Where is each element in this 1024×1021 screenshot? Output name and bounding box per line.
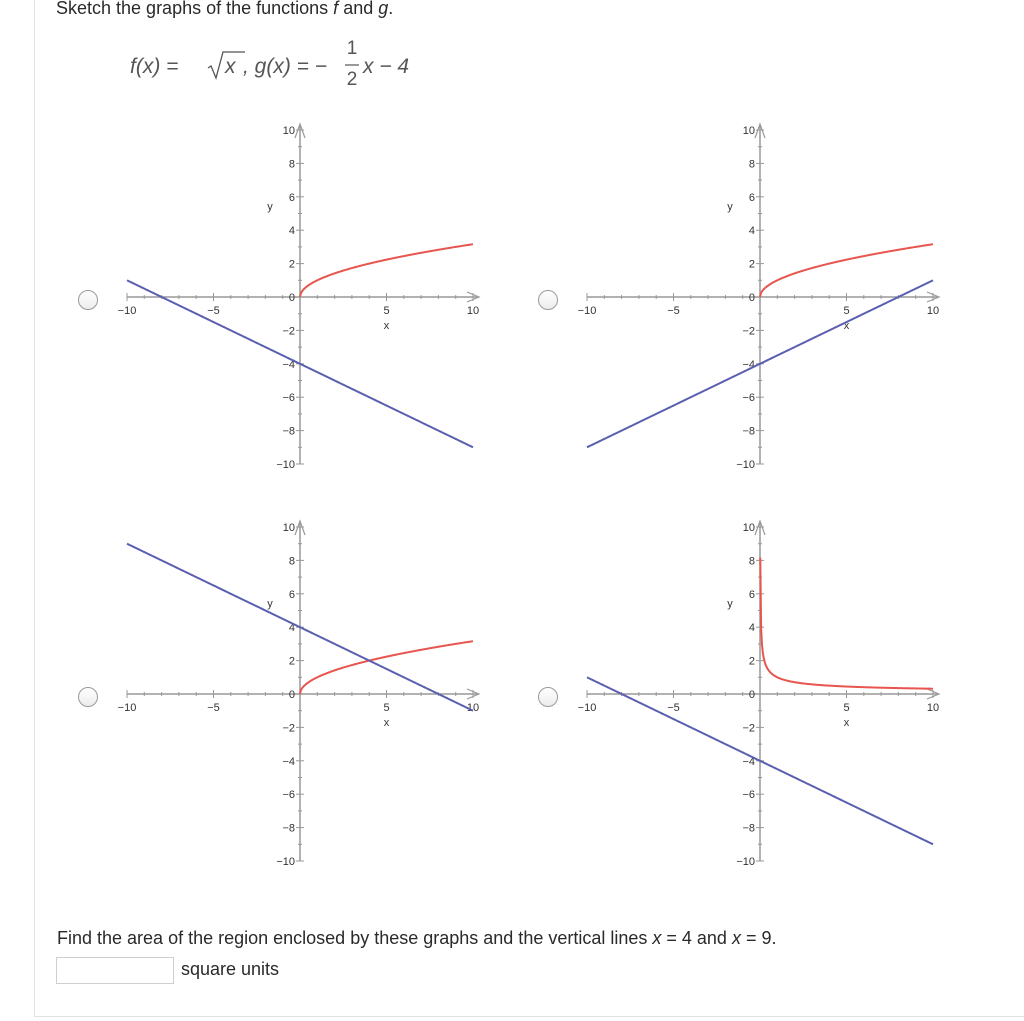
x-tick-label: −10	[577, 702, 597, 714]
y-tick-label: 10	[742, 522, 755, 534]
option-a-radio[interactable]	[78, 290, 98, 310]
x-tick-label: 10	[466, 702, 480, 714]
formula-g-lhs: , g(x) = −	[243, 55, 328, 78]
y-tick-label: −10	[276, 856, 295, 868]
y-tick-label: −6	[282, 789, 295, 802]
y-tick-label: 6	[748, 191, 755, 204]
x-tick-label: 10	[926, 305, 940, 317]
y-tick-label: −8	[742, 425, 755, 438]
y-tick-label: −6	[742, 789, 755, 802]
y-tick-label: 0	[288, 292, 295, 304]
option-d-radio[interactable]	[538, 687, 558, 707]
y-tick-label: −2	[282, 722, 295, 735]
x-tick-label: −10	[577, 305, 597, 317]
option-b-radio[interactable]	[538, 290, 558, 310]
y-tick-label: 0	[748, 689, 755, 701]
series-f-curve	[760, 244, 933, 297]
y-tick-label: −8	[282, 822, 295, 835]
option-d-graph	[577, 512, 955, 892]
formula-g-numerator: 1	[346, 38, 358, 59]
y-tick-label: 6	[288, 588, 295, 601]
formula-f-lhs: f(x) =	[130, 55, 179, 78]
x-tick-label: −5	[667, 305, 680, 317]
y-tick-label: 0	[288, 689, 295, 701]
formula-f-rhs: x	[225, 55, 236, 78]
units-label: square units	[181, 959, 280, 979]
y-tick-label: 8	[288, 158, 295, 171]
x-tick-label: −5	[667, 702, 680, 714]
y-tick-label: −10	[736, 459, 755, 471]
y-tick-label: 6	[288, 191, 295, 204]
x-tick-label: 5	[843, 305, 850, 317]
y-tick-label: 8	[288, 555, 295, 568]
formula-g-tail: x − 4	[363, 55, 410, 78]
series-f-curve	[300, 244, 473, 297]
y-tick-label: 8	[748, 158, 755, 171]
y-tick-label: −10	[276, 459, 295, 471]
option-c-radio[interactable]	[78, 687, 98, 707]
y-axis-label: y	[727, 598, 733, 611]
y-tick-label: −10	[736, 856, 755, 868]
y-tick-label: 2	[288, 258, 295, 271]
y-tick-label: 4	[748, 622, 755, 635]
formula-g-denominator: 2	[346, 69, 358, 90]
y-tick-label: 4	[288, 225, 295, 238]
y-tick-label: 2	[748, 655, 755, 668]
option-a-graph	[117, 115, 495, 495]
x-axis-label: x	[843, 320, 850, 332]
x-tick-label: −10	[117, 702, 137, 714]
x-tick-label: 5	[383, 702, 390, 714]
y-tick-label: −2	[742, 722, 755, 735]
x-tick-label: −5	[207, 305, 220, 317]
x-tick-label: 5	[383, 305, 390, 317]
y-axis-label: y	[267, 201, 273, 214]
x-axis-label: x	[843, 717, 850, 729]
y-tick-label: −2	[742, 325, 755, 338]
area-answer-input[interactable]	[56, 957, 174, 984]
y-tick-label: 10	[282, 125, 295, 137]
y-tick-label: 4	[748, 225, 755, 238]
y-tick-label: 0	[748, 292, 755, 304]
x-tick-label: 10	[926, 702, 940, 714]
option-c-graph	[117, 512, 495, 892]
y-tick-label: −6	[742, 392, 755, 405]
y-tick-label: −4	[282, 358, 295, 371]
y-axis-label: y	[727, 201, 733, 214]
y-tick-label: 2	[288, 655, 295, 668]
question-prompt: Sketch the graphs of the functions f and g.	[56, 0, 394, 18]
y-tick-label: −2	[282, 325, 295, 338]
option-b-graph	[577, 115, 955, 495]
y-tick-label: 6	[748, 588, 755, 601]
y-tick-label: 10	[742, 125, 755, 137]
y-axis-label: y	[267, 598, 273, 611]
y-tick-label: 8	[748, 555, 755, 568]
series-f-curve	[760, 558, 933, 689]
y-tick-label: −4	[282, 755, 295, 768]
y-tick-label: −8	[742, 822, 755, 835]
x-tick-label: −5	[207, 702, 220, 714]
y-tick-label: −4	[742, 358, 755, 371]
x-axis-label: x	[383, 320, 390, 332]
y-tick-label: 10	[282, 522, 295, 534]
function-formula	[130, 34, 450, 94]
x-tick-label: 5	[843, 702, 850, 714]
y-tick-label: −4	[742, 755, 755, 768]
y-tick-label: 4	[288, 622, 295, 635]
y-tick-label: 2	[748, 258, 755, 271]
x-axis-label: x	[383, 717, 390, 729]
series-f-curve	[300, 641, 473, 694]
x-tick-label: 10	[466, 305, 480, 317]
y-tick-label: −6	[282, 392, 295, 405]
x-tick-label: −10	[117, 305, 137, 317]
area-question: Find the area of the region enclosed by these graphs and the vertical lines x = 4 and x = 9.	[57, 928, 777, 948]
y-tick-label: −8	[282, 425, 295, 438]
